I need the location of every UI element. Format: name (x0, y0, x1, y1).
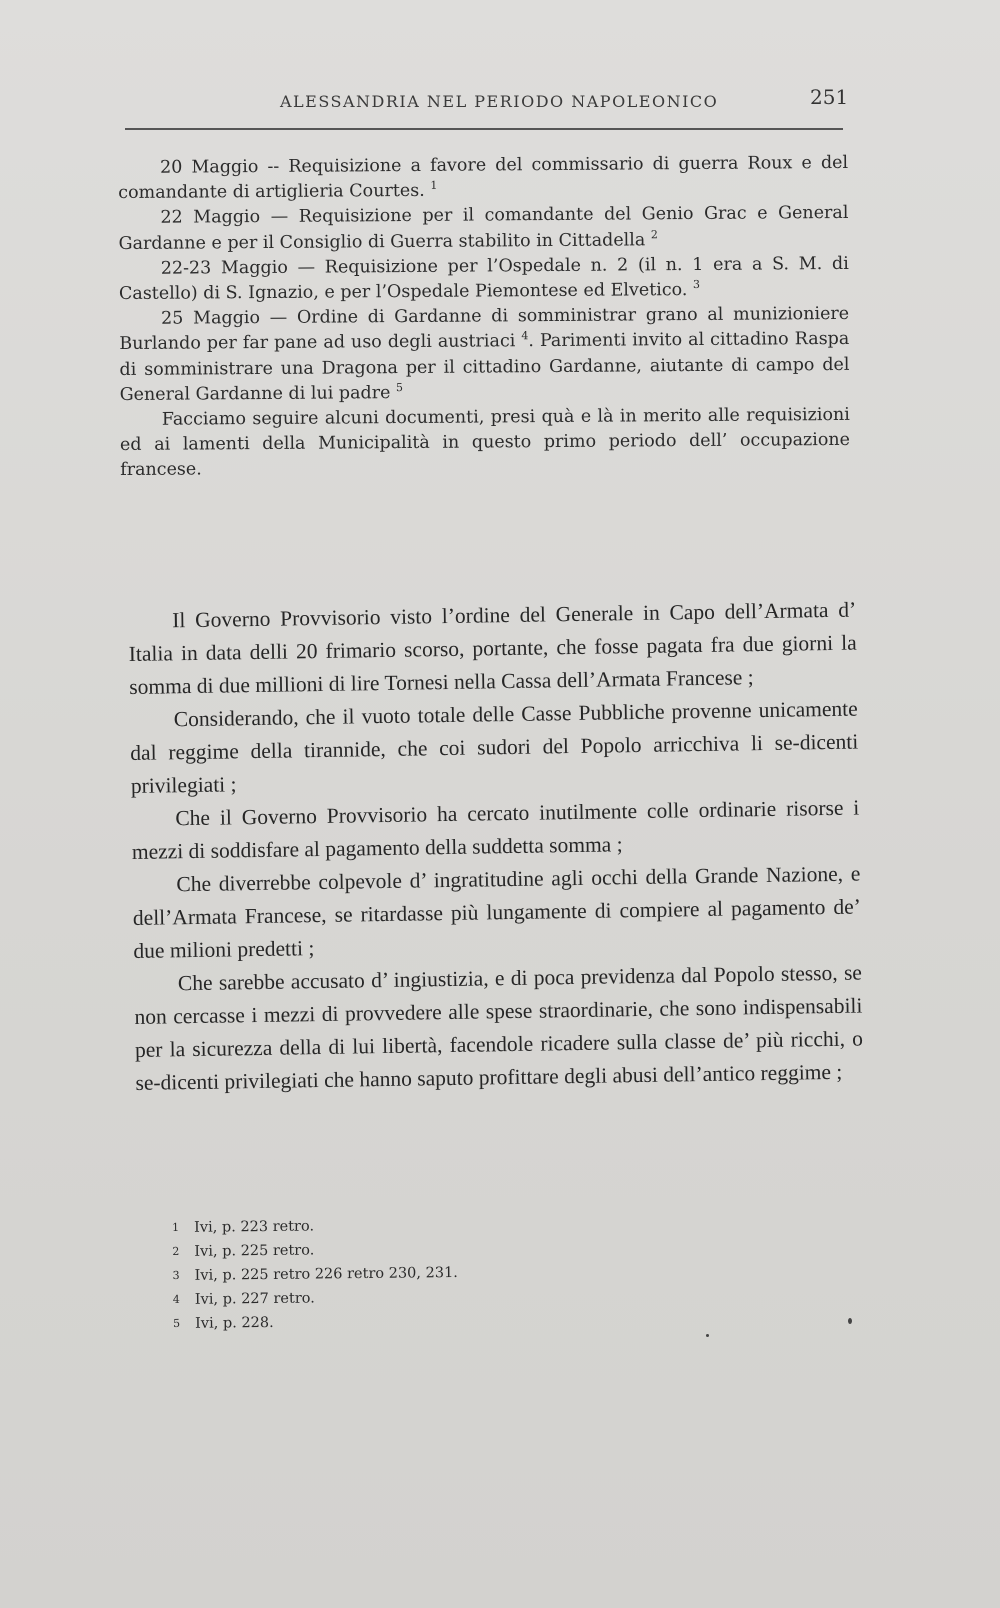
footnote-number: 5 (173, 1316, 181, 1330)
decree-paragraph: Considerando, che il vuoto totale delle Casse Pubbliche provenne unicamente dal reggime della tirannide, che coi sudori del Popolo arricchiva li se-dicenti privilegiati ; (130, 696, 859, 798)
header-rule (125, 128, 843, 130)
footnote-number: 4 (172, 1292, 180, 1306)
running-header: ALESSANDRIA NEL PERIODO NAPOLEONICO (280, 92, 719, 111)
decree-text (128, 594, 864, 1100)
entry-22-maggio: 22 Maggio — Requisizione per il comandante del Genio Grac e General Gardanne e per il Consiglio di Guerra stabilito in Cittadella $^2$ (118, 203, 849, 254)
intro-paragraph: Facciamo seguire alcuni documenti, presi quà e là in merito alle requisizioni ed ai lamenti della Municipalità in questo primo periodo dell’ occupazione francese. (119, 404, 851, 481)
footnote: 1 Ivi, p. 223 retro. (172, 1212, 572, 1240)
ink-speck (848, 1318, 852, 1324)
footnote: 2 Ivi, p. 225 retro. (172, 1236, 572, 1264)
footnote-ref: 1 (430, 178, 438, 193)
footnotes (172, 1212, 573, 1336)
footnote-ref: 3 (692, 277, 700, 292)
footnote-ref: 4 (521, 329, 529, 343)
entry-20-maggio: 20 Maggio -- Requisizione a favore del commissario di guerra Roux e del comandante di artiglieria Courtes. $^1$ (118, 152, 849, 204)
entry-22-23-maggio: 22-23 Maggio — Requisizione per l’Ospedale n. 2 (il n. 1 era a S. M. di Castello) di S. Ignazio, e per l’Ospedale Piemontese ed Elvetico. $^3$ (118, 253, 849, 305)
footnote: 4 Ivi, p. 227 retro. (173, 1284, 573, 1312)
page-number: 251 (810, 85, 849, 109)
decree-paragraph: Che sarebbe accusato d’ ingiustizia, e di poca previdenza dal Popolo stesso, se non cercasse i mezzi di provvedere alle spese straordinarie, che sono indispensabili per la sicurezza della di lui libertà, facendole ricadere sulla classe de’ più ricchi, o se-dicenti privilegiati che hanno saputo profittare degli abusi dell’antico reggime ; (134, 960, 864, 1095)
decree-paragraph: Che diverrebbe colpevole d’ ingratitudine agli occhi della Grande Nazione, e dell’Armata Francese, se ritardasse più lungamente di compiere al pagamento de’ due milioni predetti ; (132, 861, 862, 963)
requisition-list (118, 151, 850, 484)
entry-25-maggio: 25 Maggio — Ordine di Gardanne di somministrar grano al munizioniere Burlando per far pane ad uso degli austriaci $^4$. Parimenti invito al cittadino Raspa di somministrare una Dragona per il cittadino Gardanne, aiutante di campo del General Gardanne di lui padre $^5$ (119, 304, 850, 405)
decree-paragraph: Che il Governo Provvisorio ha cercato inutilmente colle ordinarie risorse i mezzi di soddisfare al pagamento della suddetta somma ; (131, 795, 860, 864)
footnote-number: 3 (172, 1268, 180, 1282)
footnote-ref: 5 (395, 380, 403, 394)
decree-paragraph: Il Governo Provvisorio visto l’ordine del Generale in Capo dell’Armata d’ Italia in data delli 20 frimario scorso, portante, che fosse pagata fra due giorni la somma di due millioni di lire Tornesi nella Cassa dell’Armata Francese ; (128, 597, 857, 699)
footnote-ref: 2 (650, 227, 658, 241)
footnote: 3 Ivi, p. 225 retro 226 retro 230, 231. (173, 1260, 573, 1288)
ink-speck (706, 1334, 709, 1337)
footnote: 5 Ivi, p. 228. (173, 1308, 573, 1336)
footnote-number: 2 (172, 1244, 180, 1258)
footnote-number: 1 (172, 1220, 180, 1234)
